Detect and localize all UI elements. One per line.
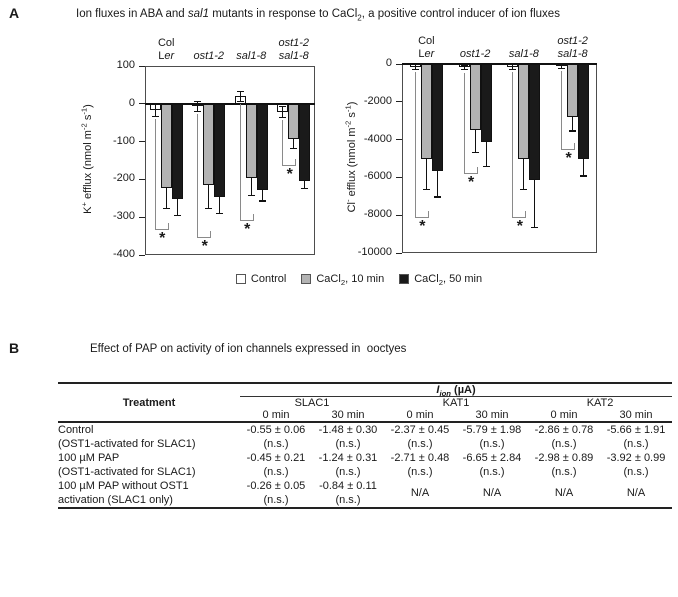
bar-cacl2-50-min [214,104,225,197]
sig-bracket-tick [210,231,211,237]
y-tick-label: 0 [385,57,392,69]
error-cap [531,227,538,228]
y-tick [396,139,402,140]
error-cap [580,175,587,176]
value-cell: -0.26 ± 0.05 (n.s.) [246,480,306,506]
y-tick-label: 0 [128,96,135,109]
channel-header-slac1: SLAC1 [294,397,330,409]
value-cell: -2.37 ± 0.45 (n.s.) [390,424,450,450]
channel-header-kat2: KAT2 [586,397,614,409]
value-cell: -6.65 ± 2.84 (n.s.) [462,452,522,478]
bar-cacl2-10-min [518,64,529,159]
panel-b-title: Effect of PAP on activity of ion channels expressed in ooctyes [90,343,407,355]
error-cap [412,69,419,70]
error-cap [569,130,576,131]
bar-cacl2-10-min [421,64,432,159]
y-tick [139,255,145,256]
value-cell: -2.86 ± 0.78 (n.s.) [534,424,594,450]
value-cell: -5.79 ± 1.98 (n.s.) [462,424,522,450]
error-bar [534,180,535,227]
error-cap [205,208,212,209]
error-cap [216,213,223,214]
y-tick [396,215,402,216]
bar-cacl2-50-min [172,104,183,199]
error-cap [163,208,170,209]
time-header: 30 min [456,409,528,422]
error-cap [237,101,244,102]
error-bar [475,130,476,152]
table-row [58,451,672,479]
bar-cacl2-10-min [288,104,299,139]
error-cap [520,189,527,190]
sig-asterisk: * [201,237,208,255]
error-bar [523,159,524,189]
value-cell: N/A [554,487,574,499]
value-cell: N/A [410,487,430,499]
error-cap [483,166,490,167]
sig-bracket-vline [561,71,562,149]
bar-cacl2-50-min [481,64,492,142]
sig-asterisk: * [419,218,426,236]
error-cap [194,111,201,112]
sig-bracket-vline [512,72,513,217]
error-cap [152,116,159,117]
y-tick [139,179,145,180]
sig-bracket-tick [168,223,169,229]
y-axis-label: K+ efflux (nmol $m^{-2}$ $s^{-1}$) [79,103,94,214]
error-cap [279,106,286,107]
group-label: sal1-8 [236,50,267,62]
error-cap [461,69,468,70]
error-cap [290,148,297,149]
sig-bracket-vline [197,114,198,236]
error-bar [208,185,209,208]
treatment-cell: 100 µM PAP without OST1 activation (SLAC1 only) [58,480,189,506]
bar-charts-area [0,0,678,270]
error-bar [583,159,584,176]
legend-label: CaCl$_2$, 10 min [316,273,385,288]
error-cap [301,188,308,189]
error-cap [423,189,430,190]
group-label: ost1-2 sal1-8 [278,37,310,62]
sig-bracket-vline [464,73,465,173]
treatment-cell: 100 µM PAP (OST1-activated for SLAC1) [58,452,196,478]
bar-cacl2-50-min [529,64,540,180]
error-bar [177,199,178,215]
zero-line [402,63,597,65]
y-tick-label: 100 [116,59,135,71]
sig-asterisk: * [516,218,523,236]
y-tick-label: -4000 [363,132,392,145]
error-bar [486,142,487,167]
value-cell: -2.98 ± 0.89 (n.s.) [534,452,594,478]
value-cell: -0.55 ± 0.06 (n.s.) [246,424,306,450]
time-header: 0 min [528,409,600,422]
channel-header-kat1: KAT1 [442,397,470,409]
y-tick-label: -8000 [363,208,392,221]
chart-legend [99,273,619,288]
sig-asterisk: * [286,166,293,184]
sig-bracket-vline [415,72,416,217]
table-row [58,479,672,508]
y-tick [139,66,145,67]
time-header: 30 min [312,409,384,422]
y-tick-label: -10000 [357,246,392,258]
sig-bracket-tick [525,211,526,217]
legend-swatch-icon [399,274,409,284]
bar-cacl2-50-min [257,104,268,190]
error-cap [434,196,441,197]
group-label: ost1-2 sal1-8 [557,35,588,60]
error-bar [219,197,220,214]
legend-swatch-icon [236,274,246,284]
group-label: ost1-2 [459,48,491,60]
y-tick-label: -100 [112,134,135,147]
value-cell: N/A [626,487,646,499]
y-tick [396,177,402,178]
bar-cacl2-50-min [432,64,443,171]
error-cap [509,69,516,70]
error-bar [166,188,167,209]
value-cell: -1.48 ± 0.30 (n.s.) [318,424,378,450]
time-header: 30 min [600,409,672,422]
y-tick-label: -2000 [363,94,392,107]
error-cap [237,91,244,92]
sig-asterisk: * [565,150,572,168]
bar-cacl2-50-min [578,64,589,159]
y-tick [396,253,402,254]
error-bar [426,159,427,189]
y-tick-label: -6000 [363,170,392,183]
y-tick [396,101,402,102]
table-corner-spacer [58,383,240,397]
group-label: Col Ler [418,35,435,60]
value-cell: -5.66 ± 1.91 (n.s.) [606,424,666,450]
legend-label: CaCl$_2$, 50 min [414,273,483,288]
sig-asterisk: * [468,173,475,191]
sig-bracket-vline [240,104,241,220]
y-tick [139,141,145,142]
error-cap [558,68,565,69]
bar-cacl2-50-min [299,104,310,181]
value-cell: -0.84 ± 0.11 (n.s.) [319,480,377,506]
sig-bracket-vline [155,119,156,228]
bar-cacl2-10-min [567,64,578,117]
sig-bracket-tick [253,214,254,220]
legend-item [399,273,483,288]
y-axis-label: Cl- efflux (nmol $m^{-2}$ $s^{-1}$) [343,101,358,212]
error-bar [155,103,156,116]
y-tick-label: -200 [112,172,135,185]
panel-a-letter: A [9,5,20,21]
sig-bracket-tick [477,167,478,173]
error-cap [472,152,479,153]
value-cell: -1.24 ± 0.31 (n.s.) [318,452,378,478]
unit-header: $I_{ion}$ (µA) [240,383,672,397]
error-bar [262,190,263,201]
value-cell: N/A [482,487,502,499]
error-cap [259,200,266,201]
ion-current-table [58,382,672,509]
value-cell: -0.45 ± 0.21 (n.s.) [246,452,306,478]
bar-cacl2-10-min [161,104,172,188]
error-bar [251,178,252,196]
panel-a-title: Ion fluxes in ABA and sal1 mutants in response to CaCl$_2$, a positive control inducer of ion fluxes [76,8,560,23]
legend-item [301,273,385,288]
y-tick-label: -400 [112,248,135,260]
zero-line [145,103,315,105]
bar-cacl2-10-min [246,104,257,178]
bar-cacl2-10-min [470,64,481,130]
table-row [58,422,672,451]
legend-label: Control [250,273,287,285]
error-cap [248,195,255,196]
group-label: Col Ler [157,37,175,62]
treatment-header-spacer [58,409,240,422]
treatment-cell: Control (OST1-activated for SLAC1) [58,424,196,450]
sig-asterisk: * [159,229,166,247]
bar-cacl2-10-min [203,104,214,185]
y-tick [139,217,145,218]
value-cell: -2.71 ± 0.48 (n.s.) [390,452,450,478]
time-header: 0 min [240,409,312,422]
error-cap [279,117,286,118]
value-cell: -3.92 ± 0.99 (n.s.) [606,452,666,478]
group-label: sal1-8 [508,48,539,60]
group-label: ost1-2 [193,50,225,62]
error-bar [572,117,573,131]
error-bar [437,171,438,197]
error-bar [282,107,283,118]
panel-b-letter: B [9,340,20,356]
ion-current-table-area [58,382,672,509]
legend-item [236,273,286,285]
sig-bracket-vline [282,120,283,165]
sig-bracket-tick [574,143,575,149]
error-cap [174,215,181,216]
legend-swatch-icon [301,274,311,284]
sig-bracket-tick [295,159,296,165]
sig-asterisk: * [244,221,251,239]
treatment-header: Treatment [122,396,176,409]
time-header: 0 min [384,409,456,422]
sig-bracket-tick [428,211,429,217]
y-tick-label: -300 [112,210,135,223]
